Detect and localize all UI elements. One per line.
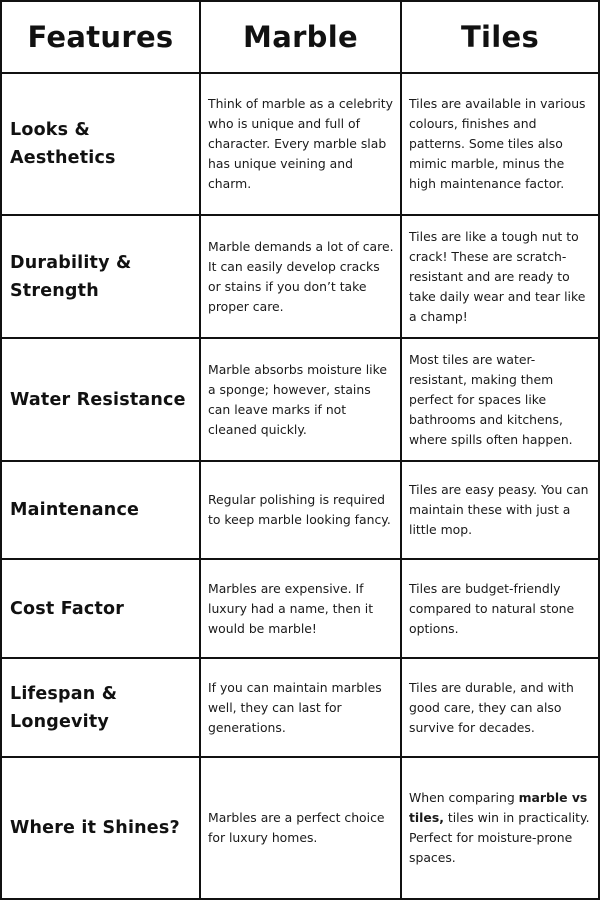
header-features: Features [2,2,201,74]
marble-lifespan-longevity: If you can maintain marbles well, they can last for generations. [201,659,402,758]
tiles-where-it-shines-text [409,788,592,868]
tiles-water-resistance: Most tiles are water-resistant, making them perfect for spaces like bathrooms and kitchens, where spills often happen. [402,339,598,462]
tiles-maintenance: Tiles are easy peasy. You can maintain these with just a little mop. [402,462,598,560]
tiles-where-it-shines-prefix: When comparing [409,790,519,805]
feature-lifespan-longevity: Lifespan & Longevity [2,659,201,758]
marble-cost-factor: Marbles are expensive. If luxury had a name, then it would be marble! [201,560,402,659]
tiles-looks-aesthetics: Tiles are available in various colours, finishes and patterns. Some tiles also mimic marble, minus the high maintenance factor. [402,74,598,216]
tiles-lifespan-longevity: Tiles are durable, and with good care, they can also survive for decades. [402,659,598,758]
feature-where-it-shines: Where it Shines? [2,758,201,898]
header-marble: Marble [201,2,402,74]
feature-durability-strength: Durability & Strength [2,216,201,339]
marble-where-it-shines: Marbles are a perfect choice for luxury homes. [201,758,402,898]
header-tiles: Tiles [402,2,598,74]
marble-durability-strength: Marble demands a lot of care. It can easily develop cracks or stains if you don’t take proper care. [201,216,402,339]
feature-maintenance: Maintenance [2,462,201,560]
feature-water-resistance: Water Resistance [2,339,201,462]
tiles-where-it-shines [402,758,598,898]
tiles-where-it-shines-suffix: tiles win in practicality. Perfect for moisture-prone spaces. [409,810,590,865]
feature-looks-aesthetics: Looks & Aesthetics [2,74,201,216]
marble-maintenance: Regular polishing is required to keep marble looking fancy. [201,462,402,560]
feature-cost-factor: Cost Factor [2,560,201,659]
tiles-durability-strength: Tiles are like a tough nut to crack! These are scratch-resistant and are ready to take daily wear and tear like a champ! [402,216,598,339]
tiles-where-it-shines-emphasis: marble vs tiles, [409,790,588,825]
tiles-cost-factor: Tiles are budget-friendly compared to natural stone options. [402,560,598,659]
marble-water-resistance: Marble absorbs moisture like a sponge; however, stains can leave marks if not cleaned quickly. [201,339,402,462]
marble-looks-aesthetics: Think of marble as a celebrity who is unique and full of character. Every marble slab has unique veining and charm. [201,74,402,216]
